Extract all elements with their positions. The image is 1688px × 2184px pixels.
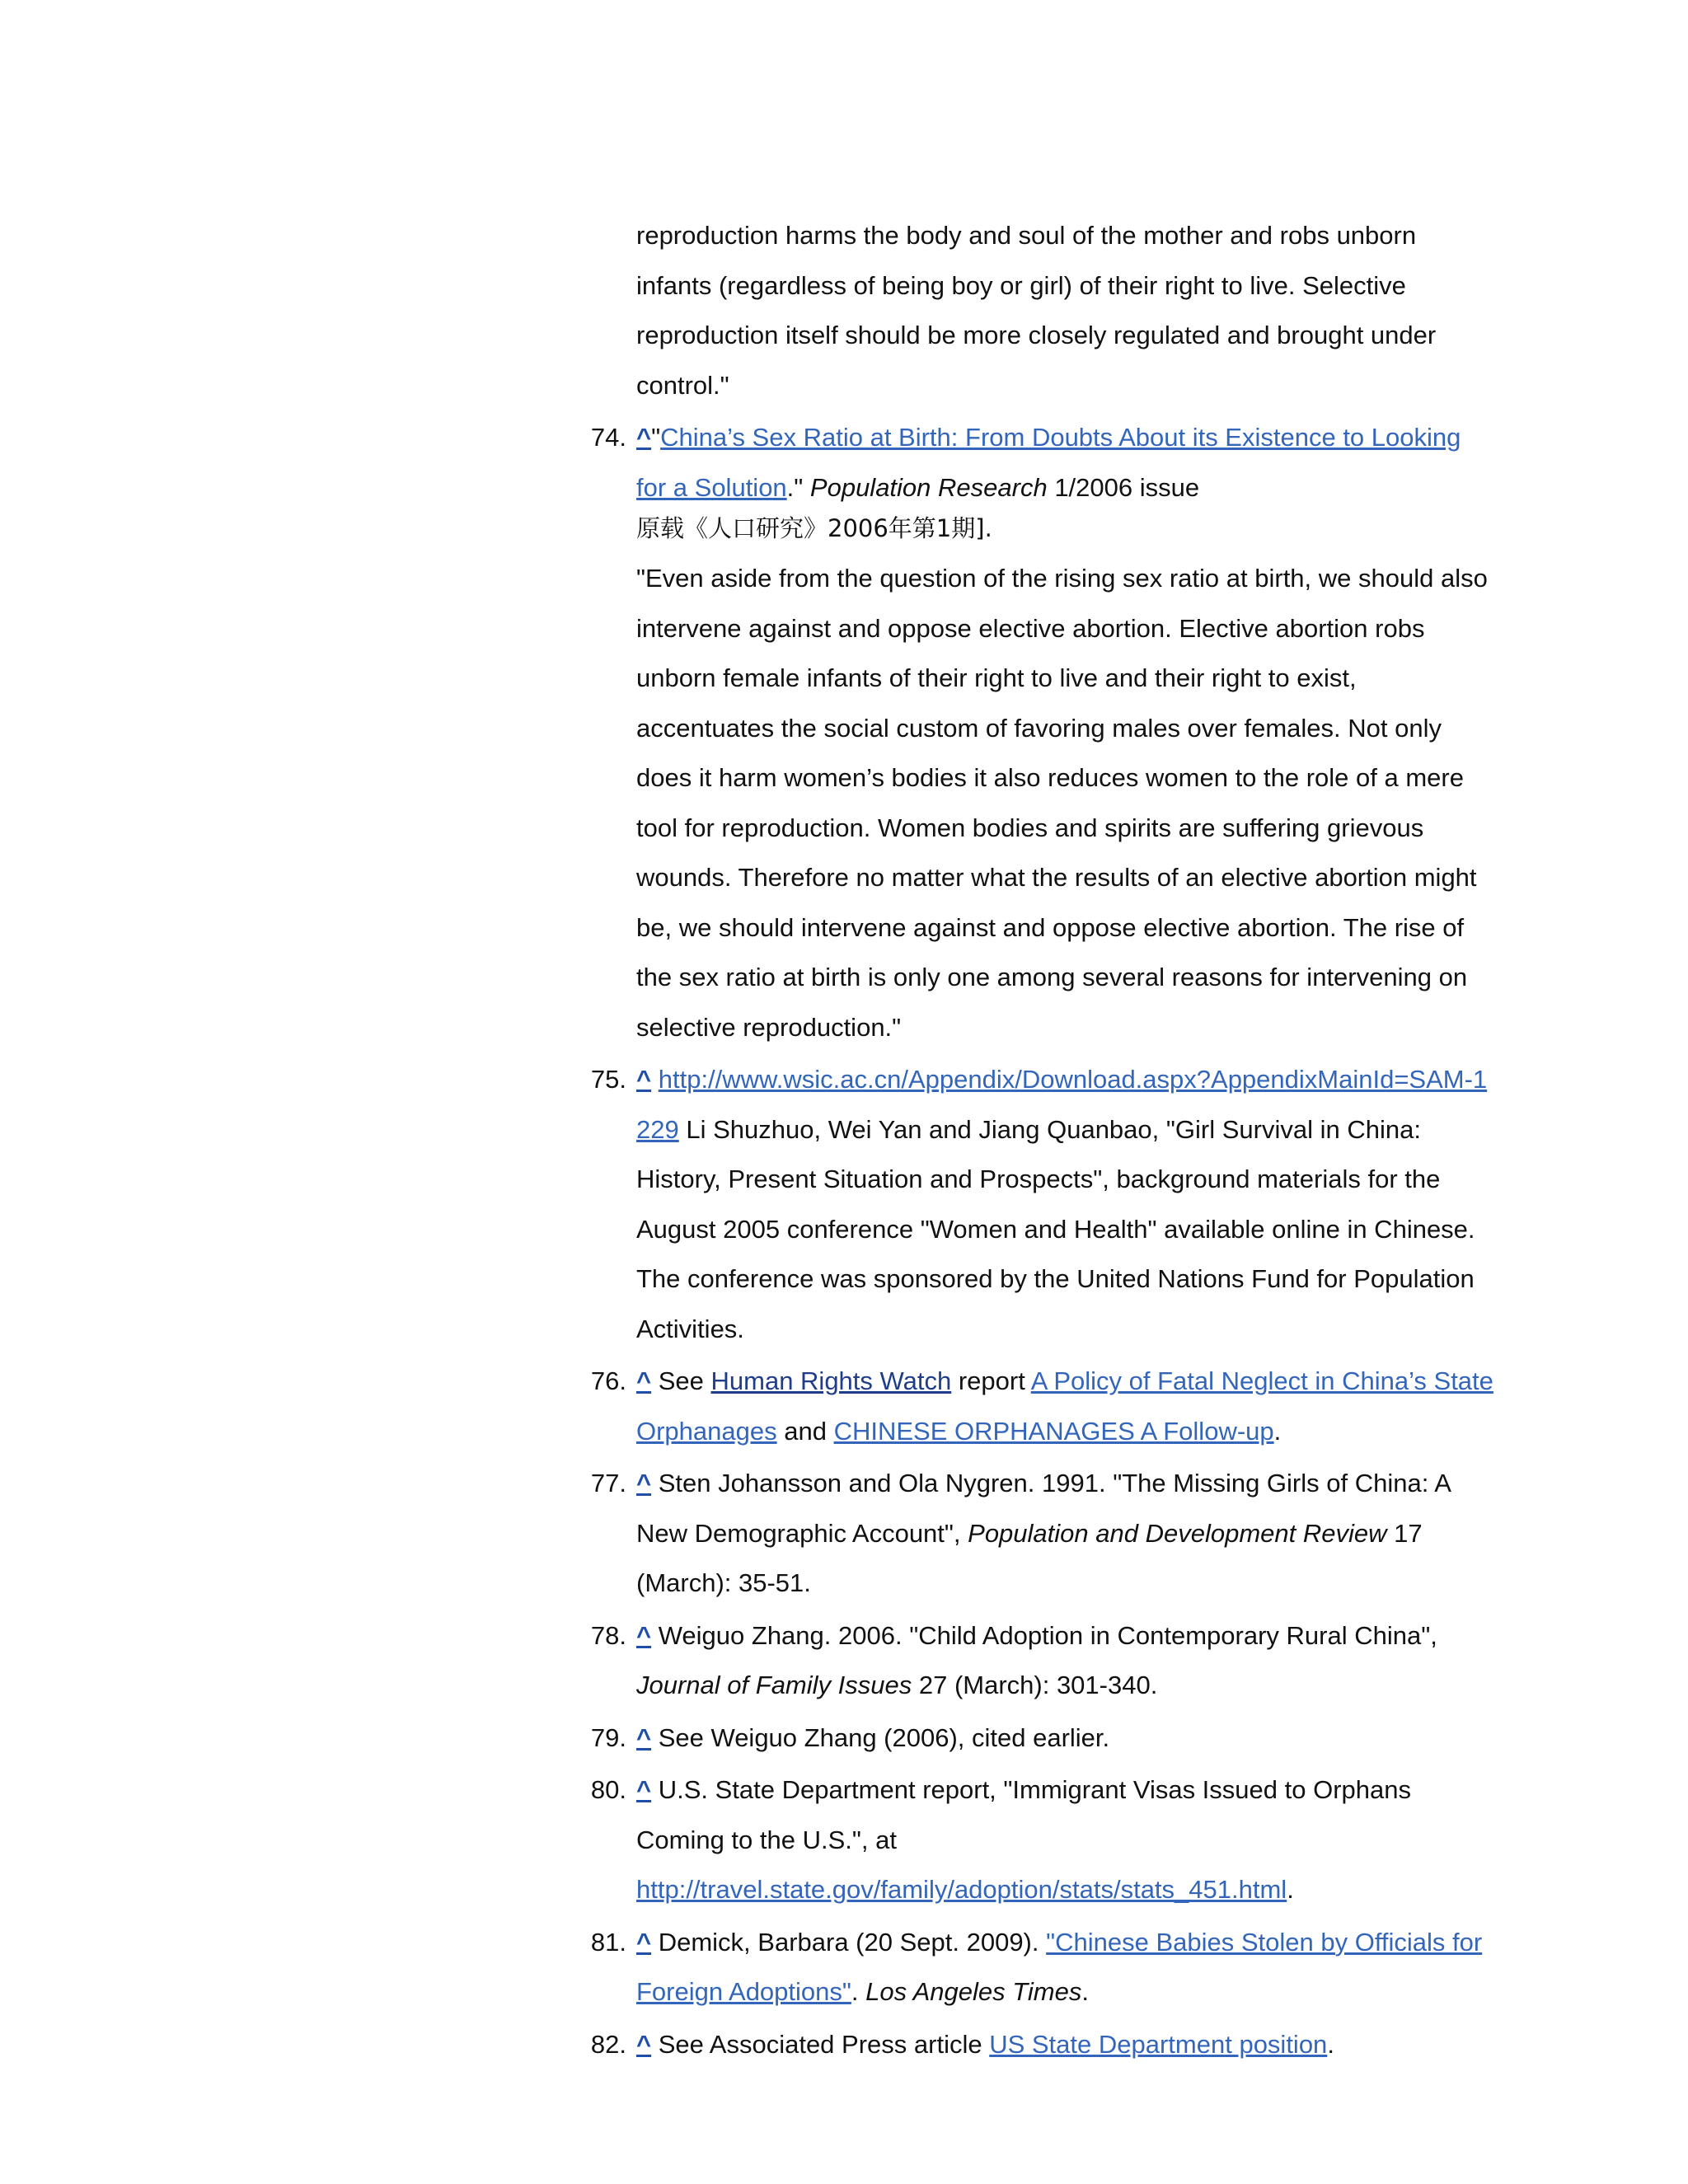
footnote-text: See Weiguo Zhang (2006), cited earlier. xyxy=(651,1722,1110,1752)
journal-title: Population Research xyxy=(809,472,1048,502)
footnote-82 xyxy=(577,2020,1496,2070)
footnote-text: Demick, Barbara (20 Sept. 2009). xyxy=(651,1927,1047,1957)
footnote-number: 78. xyxy=(590,1620,626,1650)
backref-link[interactable]: ^ xyxy=(636,1775,652,1804)
period: . xyxy=(1287,1875,1294,1904)
followup-link[interactable]: CHINESE ORPHANAGES A Follow-up xyxy=(833,1416,1274,1446)
url-link[interactable]: http://travel.state.gov/family/adoption/stats/stats_451.html xyxy=(636,1875,1287,1904)
footnote-number: 76. xyxy=(590,1366,626,1395)
footnote-number: 75. xyxy=(590,1065,626,1094)
footnote-text: See Associated Press article xyxy=(651,2029,990,2059)
backref-link[interactable]: ^ xyxy=(636,1366,652,1395)
footnote-number: 79. xyxy=(590,1722,626,1752)
separator: . xyxy=(851,1977,866,2006)
quote-text: "Even aside from the question of the rising sex ratio at birth, we should also intervene against and oppose elective abortion. Elective abortion robs unborn female infants of their right to live and their right to exist, accentuates the social custom of favoring males over females. Not only does it harm women’s bodies it also reduces women to the role of a mere tool for reproduction. Women bodies and spirits are suffering grievous wounds. Therefore no matter what the results of an elective abortion might be, we should intervene against and oppose elective abortion. The rise of the sex ratio at birth is only one among several reasons for intervening on selective reproduction." xyxy=(636,564,1488,1042)
footnote-number: 77. xyxy=(590,1469,626,1497)
footnote-76 xyxy=(577,1357,1496,1456)
footnote-number: 80. xyxy=(590,1775,626,1804)
period: . xyxy=(1327,2029,1334,2059)
backref-link[interactable]: ^ xyxy=(636,1722,652,1752)
chinese-source: 原载《人口研究》2006年第1期]. xyxy=(636,514,992,542)
footnote-75 xyxy=(577,1055,1496,1354)
footnote-text: Weiguo Zhang. 2006. "Child Adoption in Contemporary Rural China", xyxy=(651,1620,1437,1650)
backref-link[interactable]: ^ xyxy=(636,423,652,452)
policy-link[interactable]: A Policy of Fatal Neglect in China’s State Orphanages xyxy=(636,1366,1493,1446)
footnote-text: Sten Johansson and Ola Nygren. 1991. "The Missing Girls of China: A New Demographic Account", xyxy=(636,1469,1451,1548)
footnote-79 xyxy=(577,1713,1496,1764)
article-link[interactable]: China’s Sex Ratio at Birth: From Doubts About its Existence to Looking for a Solution xyxy=(636,423,1461,502)
journal-title: Journal of Family Issues xyxy=(636,1671,912,1699)
footnote-74 xyxy=(577,413,1496,1052)
issue-text: 1/2006 issue xyxy=(1047,472,1200,502)
period: . xyxy=(1273,1416,1282,1446)
backref-link[interactable]: ^ xyxy=(636,2029,652,2059)
see-text: See xyxy=(651,1366,711,1395)
footnote-number: 74. xyxy=(590,423,626,452)
footnote-number: 81. xyxy=(590,1927,626,1957)
citation-detail: 27 (March): 301-340. xyxy=(912,1671,1158,1699)
article-link[interactable]: "Chinese Babies Stolen by Officials for Foreign Adoptions" xyxy=(636,1927,1483,2006)
hrw-link[interactable]: Human Rights Watch xyxy=(710,1366,952,1395)
journal-title: Los Angeles Times xyxy=(865,1977,1082,2006)
footnote-80 xyxy=(577,1765,1496,1915)
backref-link[interactable]: ^ xyxy=(636,1065,652,1094)
open-quote: " xyxy=(651,423,661,452)
footnote-73-continuation xyxy=(577,211,1496,410)
footnote-77 xyxy=(577,1459,1496,1609)
footnote-78 xyxy=(577,1611,1496,1711)
article-link[interactable]: US State Department position xyxy=(989,2029,1328,2059)
backref-link[interactable]: ^ xyxy=(636,1927,652,1957)
close-quote: ." xyxy=(786,472,810,502)
backref-link[interactable]: ^ xyxy=(636,1620,652,1650)
backref-link[interactable]: ^ xyxy=(636,1469,652,1497)
footnote-text: Li Shuzhuo, Wei Yan and Jiang Quanbao, "Girl Survival in China: History, Present Situation and Prospects", background materials for the August 2005 conference "Women and Health" available online in Chinese. The conference was sponsored by the United Nations Fund for Population Activities. xyxy=(636,1114,1475,1343)
period: . xyxy=(1081,1977,1089,2006)
footnote-81 xyxy=(577,1918,1496,2018)
footnote-text: reproduction harms the body and soul of the mother and robs unborn infants (regardless of being boy or girl) of their right to live. Selective reproduction itself should be more closely regulated and brought under control." xyxy=(636,221,1437,400)
url-link[interactable]: http://www.wsic.ac.cn/Appendix/Download.aspx?AppendixMainId=SAM-1229 xyxy=(636,1065,1488,1144)
report-text: report xyxy=(951,1366,1031,1395)
citation-detail: 17 (March): 35-51. xyxy=(636,1518,1423,1597)
and-text: and xyxy=(776,1416,834,1446)
footnote-text: U.S. State Department report, "Immigrant Visas Issued to Orphans Coming to the U.S.", at xyxy=(636,1775,1411,1854)
journal-title: Population and Development Review xyxy=(968,1518,1387,1548)
footnote-number: 82. xyxy=(590,2029,626,2059)
footnotes-list xyxy=(577,211,1496,2072)
